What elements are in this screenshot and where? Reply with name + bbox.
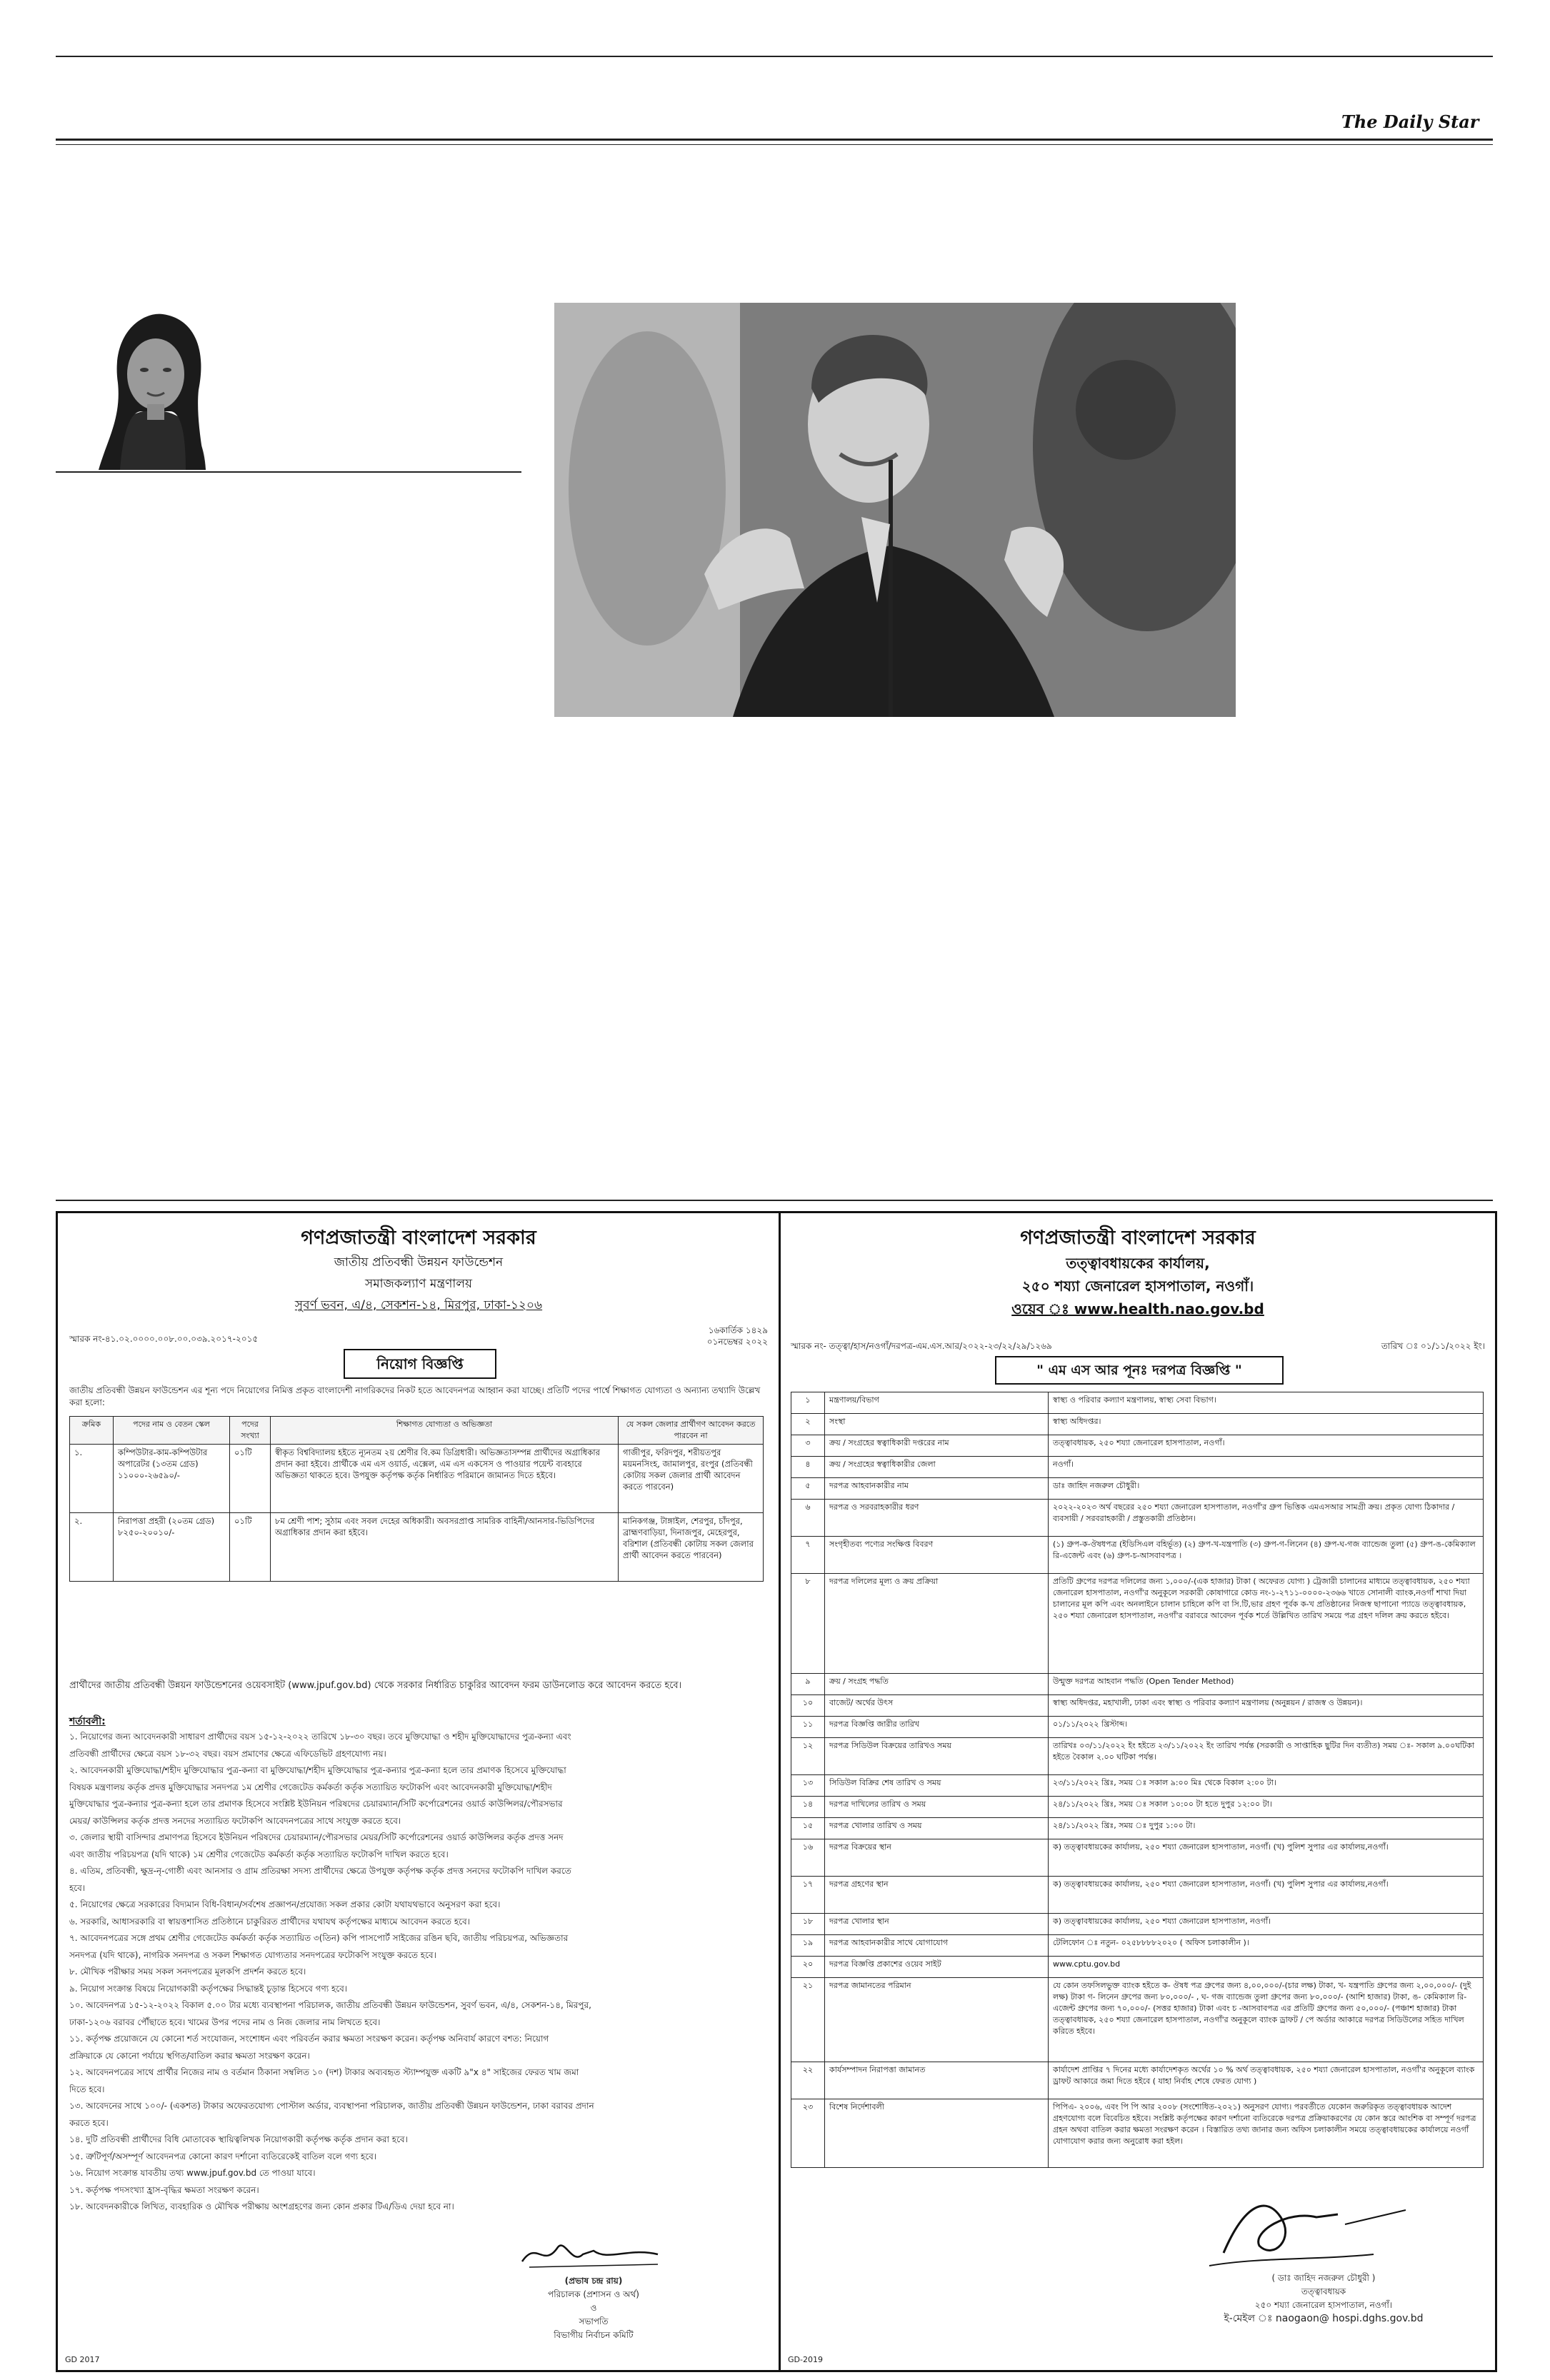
- table-row: [791, 2099, 1484, 2168]
- term-line: ৫. নিয়োগের ক্ষেত্রে সরকারের বিদ্যমান বিধি-বিধান/সর্বশেষ প্রজ্ঞাপন/প্রযোজ্য সকল প্রকার কোটা যথাযথভাবে অনুসরণ করা হবে।: [69, 1899, 501, 1909]
- memo-number: স্মারক নং- তত্ত্বা/হাস/নওগাঁ/দরপত্র-এম.এস.আর/২০২২-২৩/২২/২৯/১২৬৯: [791, 1341, 1052, 1351]
- table-row: [791, 1392, 1484, 1414]
- gd-number: GD 2017: [65, 2355, 100, 2364]
- term-line: ১৮. আবেদনকারীকে লিখিত, ব্যবহারিক ও মৌখিক পরীক্ষায় অংশগ্রহণের জন্য কোন প্রকার টিএ/ডিএ দেয়া হবে না।: [69, 2201, 454, 2211]
- term-line: ৬. সরকারি, আধাসরকারি বা স্বায়ত্তশাসিত প্রতিষ্ঠানে চাকুরিরত প্রার্থীদের যথাযথ কর্তৃপক্ষের মাধ্যমে আবেদন করতে হবে।: [69, 1916, 470, 1927]
- signature-mark: [515, 2233, 672, 2276]
- table-row: [791, 1414, 1484, 1435]
- cell-item: দরপত্র দাখিলের তারিখ ও সময়: [825, 1797, 1049, 1818]
- cell-item: বিশেষ নির্দেশাবলী: [825, 2099, 1049, 2168]
- col-count: পদের সংখ্যা: [230, 1417, 271, 1445]
- cell-detail: স্বাস্থ্য অধিদপ্তর।: [1049, 1414, 1484, 1435]
- terms-list: [69, 1729, 768, 2216]
- cell-qualification: স্বীকৃত বিশ্ববিদ্যালয় হইতে ন্যূনতম ২য় শ্রেণীর বি.কম ডিগ্রিধারী। অভিজ্ঞতাসম্পন্ন প্রার্থীদের অগ্রাধিকার প্রদান করা হইবে। প্রার্থীকে এম এস ওয়ার্ড, এক্সেল, এম এস একসেস ও পাওয়ার পয়েন্ট ব্যবহারে অভিজ্ঞতা থাকতে হবে। উপযুক্ত কর্তৃপক্ষ কর্তৃক নির্ধারিত পরিমানে জামানত দিতে হইবে।: [271, 1445, 619, 1513]
- term-line: ৩. জেলার স্থায়ী বাসিন্দার প্রমাণপত্র হিসেবে ইউনিয়ন পরিষদের চেয়ারম্যান/পৌরসভার মেয়র/সিটি কর্পোরেশনের ওয়ার্ড কাউন্সিলর কর্তৃক প্রদত্ত সনদ: [69, 1832, 564, 1842]
- cell-sl: ১৪: [791, 1797, 825, 1818]
- cell-sl: ২১: [791, 1978, 825, 2062]
- news-photo: [554, 303, 1236, 717]
- portrait-image: [79, 304, 229, 470]
- date-english: ০১নভেম্বর ২০২২: [706, 1337, 768, 1347]
- cell-detail: ২৩/১১/২০২২ খ্রিঃ, সময় ঃ সকাল ৯:০০ মিঃ থেকে বিকাল ২:০০ টা।: [1049, 1775, 1484, 1797]
- table-row: [70, 1513, 764, 1582]
- term-line: ঢাকা-১২০৬ বরাবর পৌঁছাতে হবে। খামের উপর পদের নাম ও নিজ জেলার নাম লিখতে হবে।: [69, 2017, 381, 2027]
- term-line: প্রক্রিয়াকে যে কোনো পর্যায়ে স্থগিত/বাতিল করার ক্ষমতা সংরক্ষণ করেন।: [69, 2050, 310, 2061]
- intro-text: জাতীয় প্রতিবন্ধী উন্নয়ন ফাউন্ডেশন এর শূন্য পদে নিয়োগের নিমিত্ত প্রকৃত বাংলাদেশী নাগরিকদের নিকট হতে আবেদনপত্র আহ্বান করা যাচ্ছে। প্রতিটি পদের পার্শ্বে শিক্ষাগত যোগ্যতা ও অন্যান্য তথ্যাদি উল্লেখ করা হলো:: [69, 1385, 761, 1407]
- term-line: মুক্তিযোদ্ধার পুত্র-কন্যার পুত্র-কন্যা হলে তার প্রমাণক হিসেবে সংশ্লিষ্ট ইউনিয়ন পরিষদের চেয়ারম্যান/সিটি কর্পোরেশনের ওয়ার্ড কাউন্সিলর/পৌরসভার: [69, 1799, 563, 1809]
- cell-sl: ২: [791, 1414, 825, 1435]
- signatory-name: ( ডাঃ জাহিদ নজরুল চৌধুরী ): [1271, 2273, 1376, 2283]
- tender-notice-ad: [779, 1211, 1497, 2372]
- cell-sl: ১৫: [791, 1818, 825, 1839]
- signatory-and: ও: [590, 2303, 597, 2313]
- cell-post: কম্পিউটার-কাম-কম্পিউটার অপারেটর (১৩তম গ্রেড) ১১০০০-২৬৫৯০/-: [114, 1445, 230, 1513]
- cell-detail: ক) তত্ত্বাবধায়কের কার্যালয়, ২৫০ শয্যা জেনারেল হাসপাতাল, নওগাঁ। (খ) পুলিশ সুপার এর কার্যালয়,নওগাঁ।: [1049, 1839, 1484, 1877]
- cell-sl: ২২: [791, 2062, 825, 2099]
- cell-item: ক্রয় / সংগ্রহের স্বত্বাধিকারীর জেলা: [825, 1457, 1049, 1478]
- cell-item: ক্রয় / সংগ্রহ পদ্ধতি: [825, 1674, 1049, 1695]
- date-bangla: ১৬কার্তিক ১৪২৯: [708, 1325, 768, 1335]
- table-row: [791, 1695, 1484, 1717]
- term-line: ৪. এতিম, প্রতিবন্ধী, ক্ষুদ্র-নৃ-গোষ্ঠী এবং আনসার ও গ্রাম প্রতিরক্ষা সদস্য প্রার্থীদের ক্ষেত্রে উপযুক্ত কর্তৃপক্ষ কর্তৃক প্রদত্ত সনদের ফটোকপি দাখিল করতে: [69, 1866, 571, 1876]
- term-line: ৮. মৌখিক পরীক্ষার সময় সকল সনদপত্রের মূলকপি প্রদর্শন করতে হবে।: [69, 1967, 306, 1977]
- signatory-role: সভাপতি: [579, 2316, 609, 2326]
- notice-date: তারিখ ঃ ০১/১১/২০২২ ইং।: [1381, 1341, 1485, 1351]
- foundation-address: সুবর্ণ ভবন, এ/৪, সেকশন-১৪, মিরপুর, ঢাকা-১২০৬: [294, 1298, 543, 1312]
- col-sl: ক্রমিক: [70, 1417, 114, 1445]
- term-line: ১৪. দুটি প্রতিবন্ধী প্রার্থীদের বিধি মোতাবেক স্থায়িত্বলিখক নিয়োগকারী কর্তৃপক্ষ কর্তৃক প্রদান করা হবে।: [69, 2134, 408, 2144]
- cell-detail: ২৪/১১/২০২২ খ্রিঃ, সময় ঃ দুপুর ১:০০ টা।: [1049, 1818, 1484, 1839]
- cell-item: দরপত্র জামানতের পরিমান: [825, 1978, 1049, 2062]
- term-line: ৭. আবেদনপত্রের সঙ্গে প্রথম শ্রেণীর গেজেটেড কর্মকর্তা কর্তৃক সত্যায়িত ৩(তিন) কপি পাসপোর্ট সাইজের রঙিন ছবি, জাতীয় পরিচয়পত্র, অভিজ্ঞতার: [69, 1933, 569, 1943]
- memo-number: স্মারক নং-৪১.০২.০০০০.০০৮.০০.০৩৯.২০১৭-২০১৫: [69, 1334, 259, 1344]
- term-line: ১৩. আবেদনের সাথে ১০০/- (একশত) টাকার অফেরতযোগ্য পোস্টাল অর্ডার, ব্যবস্থাপনা পরিচালক, জাতীয় প্রতিবন্ধী উন্নয়ন ফাউন্ডেশন, ঢাকা বরাবর প্রদান: [69, 2101, 594, 2111]
- cell-sl: ১৮: [791, 1914, 825, 1935]
- term-line: দিতে হবে।: [69, 2084, 105, 2094]
- term-line: ১১. কর্তৃপক্ষ প্রয়োজনে যে কোনো শর্ত সংযোজন, সংশোধন এবং পরিবর্তন করার ক্ষমতা সংরক্ষণ করেন। কর্তৃপক্ষ অনিবার্য কারণে বশত: নিয়োগ: [69, 2034, 549, 2044]
- cell-item: দরপত্র বিজ্ঞপ্তি প্রকাশের ওয়েব সাইট: [825, 1957, 1049, 1978]
- office-name: তত্ত্বাবধায়কের কার্যালয়,: [1066, 1255, 1210, 1272]
- top-rule: [56, 56, 1493, 57]
- cell-sl: ১৩: [791, 1775, 825, 1797]
- cell-item: মন্ত্রণালয়/বিভাগ: [825, 1392, 1049, 1414]
- cell-post: নিরাপত্তা প্রহরী (২০তম গ্রেড) ৮২৫০-২০০১০/-: [114, 1513, 230, 1582]
- cell-item: দরপত্র দলিলের মূল্য ও ক্রয় প্রক্রিয়া: [825, 1574, 1049, 1674]
- table-row: [791, 1435, 1484, 1457]
- table-row: [791, 1818, 1484, 1839]
- cell-detail: প্রতিটি গ্রুপের দরপত্র দলিলের জন্য ১,০০০/-(এক হাজার) টাকা ( অফেরত যোগ্য ) ট্রেজারী চালানের মাধ্যমে তত্ত্বাবধায়ক, ২৫০ শয্যা জেনারেল হাসপাতাল, নওগাঁ'র অনুকূলে সরকারী কোষাগারে কোড নং-১-২৭১১-০০০০-২৩৬৬ খাতে সোনালী ব্যাংক,নওগাঁ শাখা দিয়া চালানের মূল কপি এবং অনলাইনে চালান চাহিলে কপি বা সি.টি,ভার গ্রহণ পূর্বক ক-খ প্রতিষ্ঠানের নিজস্ব ছাপানো প্যাডে তত্ত্বাবধায়ক, ২৫০ শয্যা জেনারেল হাসপাতাল, নওগাঁ'র বরাবরে আবেদন পূর্বক শর্তে উল্লিখিত তারিখ সময়ে পত্র গ্রহণ দলিল ক্রয় করতে হইবে।: [1049, 1574, 1484, 1674]
- masthead-rule-2: [56, 144, 1493, 145]
- ads-top-rule: [56, 1200, 1493, 1201]
- term-line: ৯. নিয়োগ সংক্রান্ত বিষয়ে নিয়োগকারী কর্তৃপক্ষের সিদ্ধান্তই চূড়ান্ত হিসেবে গণ্য হবে।: [69, 1983, 348, 1994]
- table-row: [791, 1500, 1484, 1537]
- cell-item: দরপত্র খোলার স্থান: [825, 1914, 1049, 1935]
- col-districts: যে সকল জেলার প্রার্থীগণ আবেদন করতে পারবেন না: [619, 1417, 764, 1445]
- cell-item: দরপত্র আহবানকারীর নাম: [825, 1478, 1049, 1500]
- signatory-hospital: ২৫০ শয্যা জেনারেল হাসপাতাল, নওগাঁ।: [1254, 2300, 1393, 2310]
- term-line: মেয়র/ কাউন্সিলর কর্তৃক প্রদত্ত সনদের সত্যায়িত ফটোকপি আবেদনপত্রের সাথে সংযুক্ত করতে হবে।: [69, 1815, 401, 1826]
- recruitment-notice-ad: [56, 1211, 781, 2372]
- cell-sl: ৪: [791, 1457, 825, 1478]
- cell-detail: ০১/১১/২০২২ খ্রিস্টাব্দ।: [1049, 1717, 1484, 1738]
- cell-detail: স্বাস্থ্য অধিদপ্তর, মহাখালী, ঢাকা এবং স্বাস্থ্য ও পরিবার কল্যাণ মন্ত্রণালয় (অনুন্নয়ন / রাজস্ব ও উন্নয়ন)।: [1049, 1695, 1484, 1717]
- masthead: The Daily Star: [1341, 111, 1479, 132]
- gd-number: GD-2019: [788, 2355, 823, 2364]
- cell-districts: গাজীপুর, ফরিদপুর, শরীয়তপুর ময়মনসিংহ, জামালপুর, রংপুর (প্রতিবন্ধী কোটায় সকল জেলার প্রার্থী আবেদন করতে পারবেন): [619, 1445, 764, 1513]
- cell-detail: www.cptu.gov.bd: [1049, 1957, 1484, 1978]
- cell-item: কার্যসম্পাদন নিরাপত্তা জামানত: [825, 2062, 1049, 2099]
- table-row: [791, 1574, 1484, 1674]
- news-photo-image: [554, 303, 1236, 717]
- term-line: ১. নিয়োগের জন্য আবেদনকারী সাধারণ প্রার্থীদের বয়স ১৫-১২-২০২২ তারিখে ১৮-৩০ বছর। তবে মুক্তিযোদ্ধা ও শহীদ মুক্তিযোদ্ধাদের পুত্র-কন্যা এবং: [69, 1732, 571, 1742]
- cell-item: সংস্থা: [825, 1414, 1049, 1435]
- cell-sl: ১৭: [791, 1877, 825, 1914]
- cell-sl: ১০: [791, 1695, 825, 1717]
- gov-title: গণপ্রজাতন্ত্রী বাংলাদেশ সরকার: [301, 1227, 536, 1249]
- cell-item: দরপত্র সিডিউল বিক্রয়ের তারিখও সময়: [825, 1738, 1049, 1775]
- table-row: [791, 1935, 1484, 1957]
- cell-item: বাজেট/ অর্থের উৎস: [825, 1695, 1049, 1717]
- table-row: [791, 1978, 1484, 2062]
- col-qualification: শিক্ষাগত যোগ্যতা ও অভিজ্ঞতা: [271, 1417, 619, 1445]
- term-line: করতে হবে।: [69, 2117, 109, 2128]
- table-row: [791, 1957, 1484, 1978]
- cell-detail: ক) তত্ত্বাবধায়কের কার্যালয়, ২৫০ শয্যা জেনারেল হাসপাতাল, নওগাঁ।: [1049, 1914, 1484, 1935]
- cell-detail: পিপিএ- ২০০৬, এবং পি পি আর ২০০৮ (সংশোধিত-২০২১) অনুসরণ যোগ্য। পরবর্তীতে যেকোন জরুরিকৃত তত্ত্বাবধায়ক আদেশ গ্রহণযোগ্য বলে বিবেচিত হইবে। সংশ্লিষ্ট কর্তৃপক্ষের কারণ দর্শানো ব্যতিরেকে দরপত্র প্রক্রিয়াকরণের যে কোন স্তরে আংশিক বা সম্পূর্ণ দরপত্র গ্রহন অথবা বাতিল করার ক্ষমতা সংরক্ষণ করেন । বিস্তারিত তথ্য জানার জন্য অফিস চলাকালীন সময়ে তত্ত্বাবধায়কের কার্যালয়ে নওগাঁ যোগাযোগ করার জন্য অনুরোধ করা হইল।: [1049, 2099, 1484, 2168]
- hospital-website: ওয়েব ঃ www.health.nao.gov.bd: [1011, 1300, 1264, 1317]
- term-line: প্রতিবন্ধী প্রার্থীদের ক্ষেত্রে বয়স ১৮-৩২ বছর। বয়স প্রমাণের ক্ষেত্রে এফিডেভিট গ্রহণযোগ্য নয়।: [69, 1748, 386, 1759]
- vacancy-table: [69, 1416, 764, 1582]
- table-row: [791, 1738, 1484, 1775]
- term-line: ১২. আবেদনপত্রের সাথে প্রার্থীর নিজের নাম ও বর্তমান ঠিকানা সম্বলিত ১০ (দশ) টাকার অব্যবহৃত স্ট্যাম্পযুক্ত একটি ৯"x ৪" সাইজের ফেরত খাম জমা: [69, 2067, 579, 2077]
- cell-sl: ৯: [791, 1674, 825, 1695]
- term-line: হবে।: [69, 1882, 86, 1893]
- cell-detail: ২০২২-২০২৩ অর্থ বছরের ২৫০ শয্যা জেনারেল হাসপাতাল, নওগাঁ'র গ্রুপ ভিত্তিক এমএসআর সামগ্রী ক্রয়। প্রকৃত যোগ্য ঠিকাদার / ব্যবসায়ী / সরবরাহকারী / প্রস্তুতকারী প্রতিষ্ঠান।: [1049, 1500, 1484, 1537]
- table-row: [791, 1914, 1484, 1935]
- table-row: [791, 1674, 1484, 1695]
- cell-sl: ১৯: [791, 1935, 825, 1957]
- cell-item: দরপত্র খোলার তারিখ ও সময়: [825, 1818, 1049, 1839]
- signatory: [1181, 2271, 1466, 2326]
- cell-sl: ৮: [791, 1574, 825, 1674]
- gov-title: গণপ্রজাতন্ত্রী বাংলাদেশ সরকার: [1020, 1227, 1256, 1249]
- term-line: ১০. আবেদনপত্র ১৫-১২-২০২২ বিকাল ৫.০০ টার মধ্যে ব্যবস্থাপনা পরিচালক, জাতীয় প্রতিবন্ধী উন্নয়ন ফাউন্ডেশন, সুবর্ণ ভবন, এ/৪, সেকশন-১৪, মিরপুর,: [69, 2000, 591, 2010]
- table-row: [791, 2062, 1484, 2099]
- cell-sl: ৭: [791, 1537, 825, 1574]
- cell-sl: ৫: [791, 1478, 825, 1500]
- cell-sl: ২৩: [791, 2099, 825, 2168]
- signatory-title: তত্ত্বাবধায়ক: [1301, 2286, 1346, 2296]
- cell-sl: ৩: [791, 1435, 825, 1457]
- col-post: পদের নাম ও বেতন স্কেল: [114, 1417, 230, 1445]
- cell-sl: ১: [791, 1392, 825, 1414]
- portrait-rule: [56, 471, 521, 473]
- table-row: [791, 1478, 1484, 1500]
- cell-item: দরপত্র বিজ্ঞপ্তি জারীর তারিখ: [825, 1717, 1049, 1738]
- cell-sl: ১১: [791, 1717, 825, 1738]
- cell-detail: কার্যাদেশ প্রাপ্তির ৭ দিনের মধ্যে কার্যাদেশকৃত অর্থের ১০ % অর্থ তত্ত্বাবধায়ক, ২৫০ শয্যা জেনারেল হাসপাতাল, নওগাঁ'র অনুকূলে ব্যাংক ড্রাফট আকারে জমা দিতে হইবে ( যাহা নির্বাহ শেষে ফেরত যোগ্য ): [1049, 2062, 1484, 2099]
- term-line: ১৭. কর্তৃপক্ষ পদসংখ্যা হ্রাস-বৃদ্ধির ক্ষমতা সংরক্ষণ করেন।: [69, 2184, 259, 2195]
- cell-item: ক্রয় / সংগ্রহের স্বত্বাধিকারী দপ্তরের নাম: [825, 1435, 1049, 1457]
- signatory-email: ই-মেইল ঃ naogaon@ hospi.dghs.gov.bd: [1224, 2313, 1424, 2324]
- table-row: [791, 1775, 1484, 1797]
- cell-detail: উন্মুক্ত দরপত্র আহবান পদ্ধতি (Open Tender Method): [1049, 1674, 1484, 1695]
- cell-detail: তারিখঃ ০৩/১১/২০২২ ইং হইতে ২৩/১১/২০২২ ইং তারিখ পর্যন্ত (সরকারী ও সাপ্তাহিক ছুটির দিন ব্যতীত) সময় ঃ- সকাল ৯.০০ঘটিকা হইতে বৈকাল ২.০০ ঘটিকা পর্যন্ত।: [1049, 1738, 1484, 1775]
- ministry-name: সমাজকল্যাণ মন্ত্রণালয়: [364, 1277, 473, 1291]
- cell-detail: (১) গ্রুপ-ক-ঔষধপত্র (ইডিসিএল বহির্ভূত) (২) গ্রুপ-খ-যন্ত্রপাতি (৩) গ্রুপ-গ-লিনেন (৪) গ্রুপ-ঘ-গজ ব্যান্ডেজ তুলা (৫) গ্রুপ-ঙ-কেমিক্যাল রি-এজেন্ট এবং (৬) গ্রুপ-চ-আসবাবপত্র ।: [1049, 1537, 1484, 1574]
- cell-sl: ১৬: [791, 1839, 825, 1877]
- cell-count: ০১টি: [230, 1445, 271, 1513]
- terms-heading: শর্তাবলী:: [69, 1716, 106, 1727]
- cell-districts: মানিকগঞ্জ, টাঙ্গাইল, শেরপুর, চাঁদপুর, ব্রাহ্মণবাড়িয়া, দিনাজপুর, মেহেরপুর, বরিশাল (প্রতিবন্ধী কোটায় সকল জেলার প্রার্থী আবেদন করতে পারবেন): [619, 1513, 764, 1582]
- notice-title: নিয়োগ বিজ্ঞপ্তি: [344, 1349, 496, 1379]
- term-line: ১৬. নিয়োগ সংক্রান্ত যাবতীয় তথ্য www.jpuf.gov.bd তে পাওয়া যাবে।: [69, 2168, 316, 2178]
- download-instruction: প্রার্থীদের জাতীয় প্রতিবন্ধী উন্নয়ন ফাউন্ডেশনের ওয়েবসাইট (www.jpuf.gov.bd) থেকে সরকার নির্ধারিত চাকুরির আবেদন ফরম ডাউনলোড করে আবেদন করতে হবে।: [69, 1680, 682, 1691]
- table-row: [70, 1445, 764, 1513]
- cell-item: দরপত্র গ্রহণের স্থান: [825, 1877, 1049, 1914]
- term-line: এবং জাতীয় পরিচয়পত্র (যদি থাকে) ১ম শ্রেণীর গেজেটেড কর্মকর্তা কর্তৃক সত্যায়িত ফটোকপি দাখিল করতে হবে।: [69, 1849, 449, 1859]
- cell-detail: টেলিফোন ঃ নতুন- ০২৫৮৮৮৮২০২০ ( অফিস চলাকালীন )।: [1049, 1935, 1484, 1957]
- cell-detail: যে কোন তফসিলভুক্ত ব্যাংক হইতে ক- ঔষধ পত্র গ্রুপের জন্য ৪,০০,০০০/-(চার লক্ষ) টাকা, খ- যন্ত্রপাতি গ্রুপের জন্য ২,০০,০০০/- (দুই লক্ষ) টাকা গ- লিনেন গ্রুপের জন্য ৮০,০০০/- , ঘ- গজ ব্যান্ডেজ তুলা গ্রুপের জন্য ৮০,০০০/- (আশি হাজার) টাকা, ঙ- কেমিক্যাল রি-এজেন্ট গ্রুপের জন্য ৭০,০০০/- (সত্তর হাজার) টাকা এবং চ -আসবাবপত্র এর প্রতিটি গ্রুপের জন্য ৫০,০০০/- (পঞ্চাশ হাজার) টাকা তত্ত্বাবধায়ক, ২৫০ শয্যা জেনারেল হাসপাতাল, নওগাঁ'র অনুকূলে ব্যাংক ড্রাফট / পে অর্ডার আকারে দরপত্র সিডিউলের সহিত দাখিল করিতে হইবে।: [1049, 1978, 1484, 2062]
- term-line: ২. আবেদনকারী মুক্তিযোদ্ধা/শহীদ মুক্তিযোদ্ধার পুত্র-কন্যা বা মুক্তিযোদ্ধা/শহীদ মুক্তিযোদ্ধার পুত্র-কন্যার পুত্র-কন্যা হলে তার প্রমাণক হিসেবে মুক্তিযোদ্ধা: [69, 1765, 566, 1775]
- tender-table: [791, 1392, 1484, 2168]
- cell-detail: নওগাঁ।: [1049, 1457, 1484, 1478]
- cell-item: দরপত্র বিক্রয়ের স্থান: [825, 1839, 1049, 1877]
- signatory: [458, 2274, 729, 2342]
- cell-item: সংগৃহীতব্য পণ্যের সংক্ষিপ্ত বিবরণ: [825, 1537, 1049, 1574]
- signatory-name: (প্রভাষ চন্দ্র রায়): [564, 2276, 623, 2286]
- cell-item: সিডিউল বিক্রির শেষ তারিখ ও সময়: [825, 1775, 1049, 1797]
- term-line: ১৫. ত্রুটিপূর্ণ/অসম্পূর্ণ আবেদনপত্র কোনো কারণ দর্শানো ব্যতিরেকেই বাতিল বলে গণ্য হবে।: [69, 2151, 377, 2161]
- cell-detail: স্বাস্থ্য ও পরিবার কল্যাণ মন্ত্রণালয়, স্বাস্থ্য সেবা বিভাগ।: [1049, 1392, 1484, 1414]
- table-row: [791, 1717, 1484, 1738]
- masthead-rule-1: [56, 139, 1493, 141]
- foundation-name: জাতীয় প্রতিবন্ধী উন্নয়ন ফাউন্ডেশন: [334, 1255, 504, 1270]
- cell-item: দরপত্র আহবানকারীর সাথে যোগাযোগ: [825, 1935, 1049, 1957]
- table-row: [791, 1839, 1484, 1877]
- cell-sl: ২০: [791, 1957, 825, 1978]
- cell-sl: ২.: [70, 1513, 114, 1582]
- table-row: [791, 1537, 1484, 1574]
- cell-item: দরপত্র ও সরবরাহকারীর ধরণ: [825, 1500, 1049, 1537]
- cell-sl: ১.: [70, 1445, 114, 1513]
- table-row: [791, 1797, 1484, 1818]
- cell-detail: ক) তত্ত্বাবধায়কের কার্যালয়, ২৫০ শয্যা জেনারেল হাসপাতাল, নওগাঁ। (খ) পুলিশ সুপার এর কার্যালয়,নওগাঁ।: [1049, 1877, 1484, 1914]
- cell-count: ০১টি: [230, 1513, 271, 1582]
- signatory-committee: বিভাগীয় নির্বাচন কমিটি: [554, 2330, 634, 2340]
- cell-detail: ২৪/১১/২০২২ খ্রিঃ, সময় ঃ সকাল ১০:০০ টা হতে দুপুর ১২:০০ টা।: [1049, 1797, 1484, 1818]
- term-line: সনদপত্র (যদি থাকে), নাগরিক সনদপত্র ও সকল শিক্ষাগত যোগ্যতার সনদপত্রের ফটোকপি সংযুক্ত করতে হবে।: [69, 1949, 436, 1960]
- table-row: [791, 1877, 1484, 1914]
- term-line: বিষয়ক মন্ত্রণালয় কর্তৃক প্রদত্ত মুক্তিযোদ্ধার সনদপত্র ১ম শ্রেণীর গেজেটেড কর্মকর্তা কর্তৃক সত্যায়িত ফটোকপি এবং আবেদনকারী মুক্তিযোদ্ধা/শহীদ: [69, 1782, 552, 1792]
- table-header-row: [70, 1417, 764, 1445]
- hospital-name: ২৫০ শয্যা জেনারেল হাসপাতাল, নওগাঁ।: [1021, 1277, 1254, 1295]
- cell-sl: ৬: [791, 1500, 825, 1537]
- cell-qualification: ৮ম শ্রেণী পাশ; সুঠাম এবং সবল দেহের অধিকারী। অবসরপ্রাপ্ত সামরিক বাহিনী/আনসার-ভিডিপিদের অগ্রাধিকার প্রদান করা হইবে।: [271, 1513, 619, 1582]
- table-row: [791, 1457, 1484, 1478]
- cell-detail: ডাঃ জাহিদ নজরুল চৌধুরী।: [1049, 1478, 1484, 1500]
- cell-sl: ১২: [791, 1738, 825, 1775]
- columnist-portrait: [79, 304, 229, 470]
- signatory-title: পরিচালক (প্রশাসন ও অর্থ): [548, 2289, 639, 2299]
- notice-title: " এম এস আর পূনঃ দরপত্র বিজ্ঞপ্তি ": [995, 1356, 1284, 1385]
- cell-detail: তত্ত্বাবধায়ক, ২৫০ শয্যা জেনারেল হাসপাতাল, নওগাঁ।: [1049, 1435, 1484, 1457]
- signature-mark: [1202, 2189, 1416, 2274]
